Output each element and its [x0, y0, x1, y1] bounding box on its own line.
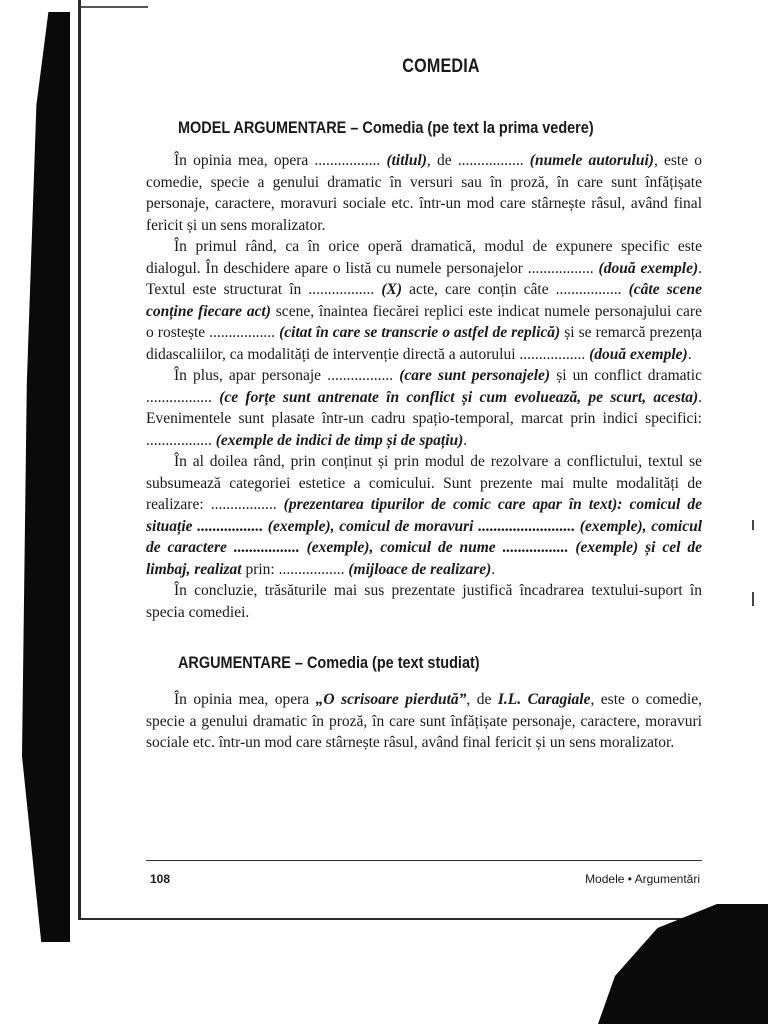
instruction-text: (X): [381, 281, 402, 298]
page-edge-bottom: [78, 918, 768, 920]
instruction-text: (numele autorului): [529, 152, 654, 169]
body-text: În opinia mea, opera: [174, 691, 316, 708]
body-text: . Textul este structurat în .................: [146, 259, 702, 298]
instruction-text: (mijloace de realizare): [348, 560, 492, 578]
footer-rule: [146, 860, 702, 861]
paragraph: [146, 451, 702, 580]
body-text: .: [687, 345, 692, 363]
body-text: , de .................: [426, 152, 530, 169]
paragraph: [146, 236, 702, 365]
scan-mark: [752, 520, 754, 530]
paragraph: [146, 580, 702, 623]
body-text: , este o comedie, specie a genului dramatic în proză, în care sunt înfățișate personaje, caractere, moravuri sociale etc. într-un mod care stârnește râsul, având final fericit și un sens moralizator.: [146, 691, 702, 751]
instruction-text: (două exemple): [589, 345, 688, 363]
page-number: 108: [150, 872, 171, 886]
instruction-text: (titlul): [386, 152, 427, 169]
body-text: În al doilea rând, prin conținut și prin modul de rezolvare a conflictului, textul se subsumează categoriei estetice a comicului. Sunt prezente mai multe modalități de realizare: .................: [146, 453, 702, 513]
body-text: .: [463, 431, 468, 449]
scan-mark: [752, 592, 754, 606]
body-text: În concluzie, trăsăturile mai sus prezentate justifică încadrarea textului-suport în specia comediei.: [146, 582, 702, 621]
page-edge-left: [78, 0, 81, 920]
body-text: prin: .................: [241, 560, 349, 578]
body-text: . Evenimentele sunt plasate într-un cadru spațio-temporal, marcat prin indici specifici: .................: [146, 388, 703, 449]
instruction-text: I.L. Caragiale: [497, 691, 591, 708]
body-text: , de: [466, 691, 498, 708]
section-body-studied: [146, 689, 702, 754]
body-text: și se remarcă prezența didascaliilor, ca modalități de intervenție directă a autorului .................: [146, 324, 703, 363]
instruction-text: „O scrisoare pierdută”: [315, 691, 467, 708]
instruction-text: (două exemple): [598, 259, 699, 277]
instruction-text: (prezentarea tipurilor de comic care apar în text): comicul de situație ................. (exemple), comicul de moravuri ......................... (exemple), comicul de caractere ................. (exemple), comicul de nume ................. (exemple) și cel de limbaj, realizat: [146, 496, 702, 578]
paragraph: [146, 689, 702, 754]
instruction-text: (ce forțe sunt antrenate în conflict și cum evoluează, pe scurt, acesta): [219, 388, 699, 406]
page-title: COMEDIA: [402, 56, 480, 77]
paragraph: [146, 365, 702, 451]
scan-shadow-bottom-right: [598, 904, 768, 1024]
body-text: .: [491, 560, 496, 578]
body-text: În primul rând, ca în orice operă dramatică, modul de expunere specific este dialogul. În deschidere apare o listă cu numele personajelor .................: [146, 238, 702, 277]
section-heading-model: MODEL ARGUMENTARE – Comedia (pe text la prima vedere): [178, 118, 594, 137]
body-text: În opinia mea, opera .................: [174, 152, 387, 169]
instruction-text: (care sunt personajele): [399, 367, 551, 384]
running-footer: Modele • Argumentări: [585, 872, 700, 886]
body-text: acte, care conțin câte .................: [402, 281, 629, 298]
body-text: , este o comedie, specie a genului dramatic în versuri sau în proză, în care sunt înfățișate personaje, caractere, moravuri sociale etc. într-un mod care stârnește râsul, având final fericit și un sens moralizator.: [146, 152, 702, 234]
instruction-text: (câte scene conține fiecare act): [146, 281, 702, 320]
page-content: [146, 56, 702, 754]
instruction-text: (citat în care se transcrie o astfel de replică): [279, 324, 561, 341]
body-text: și un conflict dramatic .................: [146, 367, 702, 406]
body-text: În plus, apar personaje .................: [174, 367, 400, 384]
section-heading-studied: ARGUMENTARE – Comedia (pe text studiat): [178, 653, 480, 672]
instruction-text: (exemple de indici de timp și de spațiu): [215, 431, 464, 449]
section-body-model: [146, 150, 702, 623]
paragraph: [146, 150, 702, 236]
page-edge-top: [78, 6, 148, 8]
body-text: scene, înaintea fiecărei replici este indicat numele personajului care o rostește .................: [146, 302, 702, 341]
